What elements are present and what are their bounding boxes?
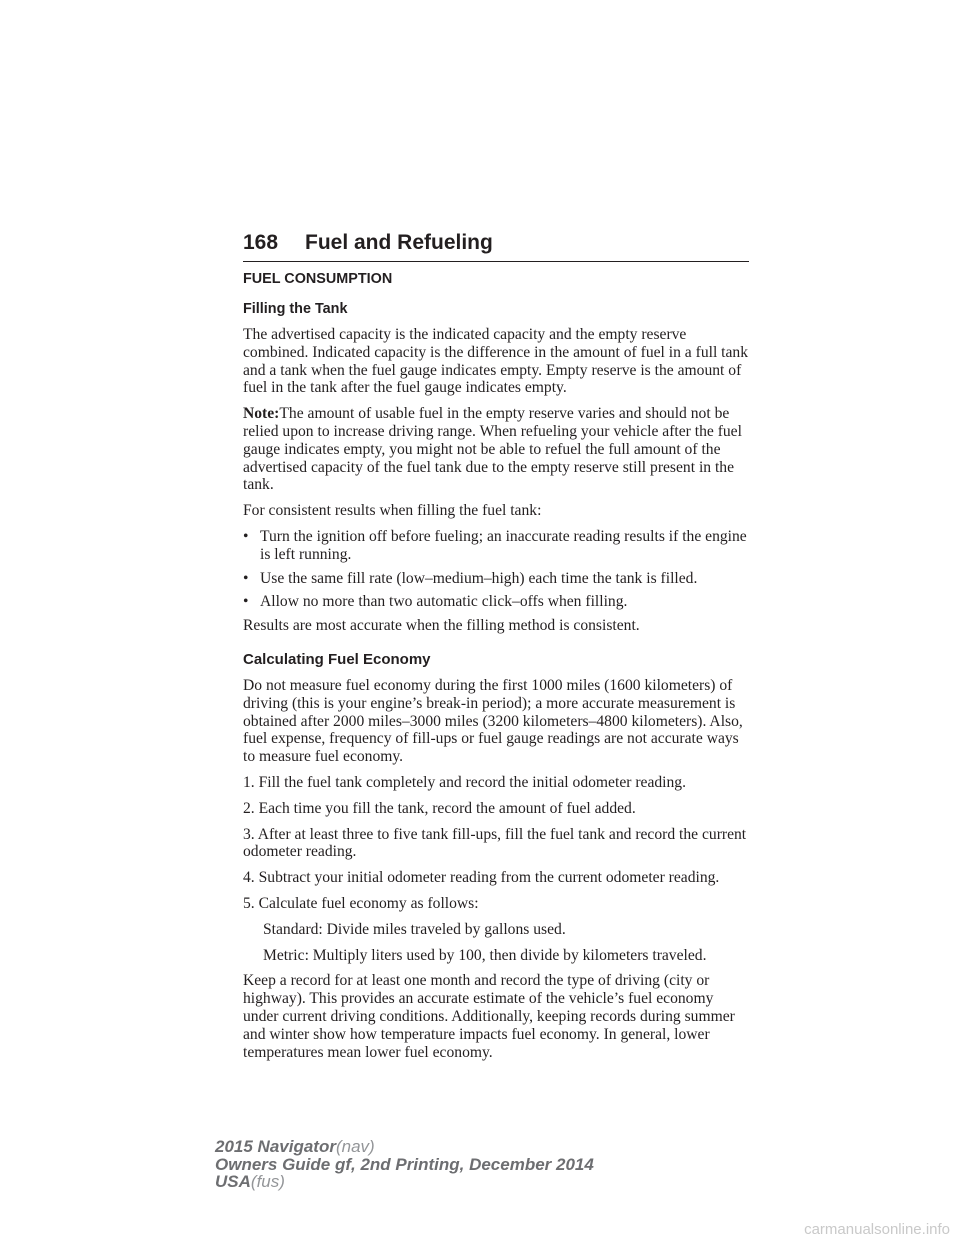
paragraph-measure-fuel-economy: Do not measure fuel economy during the first 1000 miles (1600 kilometers) of driving (this is your engine’s break-in period); a more accurate measurement is obtained after 2000 miles–3000 miles (3200 kilometers–4800 kilometers). Also, fuel expense, frequency of fill-ups or fuel gauge readings are not accurate ways to measure fuel economy. [243, 676, 743, 766]
watermark: carmanualsonline.info [804, 1221, 950, 1238]
subheading-filling-the-tank: Filling the Tank [243, 301, 348, 317]
note-label: Note: [243, 405, 280, 423]
page-number: 168 [243, 231, 279, 254]
paragraph-advertised-capacity: The advertised capacity is the indicated capacity and the empty reserve combined. Indicated capacity is the difference in the amount of fuel in a full tank and a tank when the fuel gauge indicates empty. Empty reserve is the amount of fuel in the tank after the fuel gauge indicates empty. [243, 326, 749, 397]
step-1: 1. Fill the fuel tank completely and record the initial odometer reading. [243, 773, 686, 791]
subheading-calculating-fuel-economy: Calculating Fuel Economy [243, 650, 431, 668]
footer-line-3 [215, 1173, 594, 1191]
footer-market: USA [215, 1172, 251, 1192]
footer-model: 2015 Navigator [215, 1137, 336, 1156]
step-3: 3. After at least three to five tank fill-ups, fill the fuel tank and record the current odometer reading. [243, 825, 747, 861]
bullet-list [243, 528, 749, 611]
main-heading: FUEL CONSUMPTION [243, 271, 393, 287]
page-header [243, 229, 749, 262]
metric-formula: Metric: Multiply liters used by 100, then divide by kilometers traveled. [263, 946, 707, 964]
paragraph-consistent-results: For consistent results when filling the fuel tank: [243, 502, 542, 520]
page-content [243, 270, 749, 1069]
bullet-text: Turn the ignition off before fueling; an inaccurate reading results if the engine is left running. [260, 527, 747, 563]
step-2: 2. Each time you fill the tank, record the amount of fuel added. [243, 799, 636, 817]
section-title: Fuel and Refueling [305, 231, 493, 254]
paragraph-results-accurate: Results are most accurate when the filling method is consistent. [243, 617, 640, 635]
list-item [243, 593, 749, 611]
step-5: 5. Calculate fuel economy as follows: [243, 894, 479, 912]
step-4: 4. Subtract your initial odometer reading from the current odometer reading. [243, 869, 720, 887]
bullet-text: Allow no more than two automatic click–offs when filling. [260, 593, 628, 611]
list-item [243, 570, 749, 588]
footer-model-code: (nav) [335, 1137, 375, 1156]
footer-line-2: Owners Guide gf, 2nd Printing, December 2014 [215, 1154, 594, 1174]
footer-market-code: (fus) [250, 1172, 285, 1192]
bullet-icon: • [243, 527, 249, 545]
bullet-icon: • [243, 593, 249, 611]
bullet-icon: • [243, 569, 249, 587]
paragraph-keep-record: Keep a record for at least one month and record the type of driving (city or highway). This provides an accurate estimate of the vehicle’s fuel economy under current driving conditions. Additionally, keeping records during summer and winter show how temperature impacts fuel economy. In general, lower temperatures mean lower fuel economy. [243, 972, 735, 1061]
note-text: The amount of usable fuel in the empty reserve varies and should not be relied upon to increase driving range. When refueling your vehicle after the fuel gauge indicates empty, you might not be able to refuel the full amount of the advertised capacity of the fuel tank due to the empty reserve still present in the tank. [243, 405, 742, 494]
list-item [243, 528, 749, 564]
note-paragraph [243, 405, 749, 494]
standard-formula: Standard: Divide miles traveled by gallons used. [263, 920, 566, 938]
footer-line-1 [215, 1138, 594, 1156]
bullet-text: Use the same fill rate (low–medium–high) each time the tank is filled. [260, 569, 698, 587]
footer [215, 1138, 594, 1191]
